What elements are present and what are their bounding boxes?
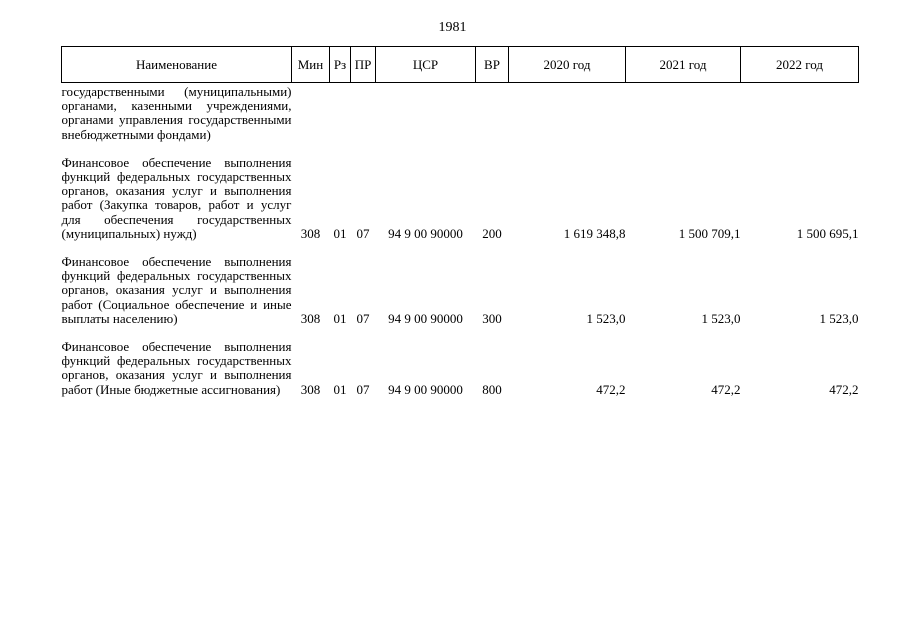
row-csr: [376, 83, 476, 156]
row-2021: 1 523,0: [701, 310, 741, 326]
row-vr: 300: [482, 310, 502, 326]
table-row: [62, 255, 859, 340]
row-2021: 1 500 709,1: [678, 225, 741, 241]
header-2020: 2020 год: [509, 47, 626, 83]
row-vr: 800: [482, 381, 502, 397]
header-min: Мин: [292, 47, 330, 83]
header-csr: ЦСР: [376, 47, 476, 83]
row-min: [292, 83, 330, 156]
row-pr: 07: [356, 225, 370, 241]
row-2020: 1 619 348,8: [563, 225, 626, 241]
row-2022: 472,2: [829, 381, 859, 397]
row-pr: 07: [356, 381, 370, 397]
header-rz: Рз: [330, 47, 351, 83]
row-2022: 1 523,0: [819, 310, 859, 326]
row-min: 308: [300, 225, 321, 241]
row-2021: [626, 83, 741, 156]
table-header-row: [62, 47, 859, 83]
row-rz: [330, 83, 351, 156]
row-2020: 1 523,0: [586, 310, 626, 326]
row-2022: 1 500 695,1: [796, 225, 859, 241]
budget-table: [61, 46, 859, 397]
row-2022: [741, 83, 859, 156]
row-name: Финансовое обеспечение выполнения функций федеральных государственных органов, оказания услуг и выполнения работ (Социальное обеспечение и иные выплаты населению): [61, 254, 292, 326]
row-pr: [351, 83, 376, 156]
row-name: Финансовое обеспечение выполнения функций федеральных государственных органов, оказания услуг и выполнения работ (Закупка товаров, работ и услуг для обеспечения государственных (муниципальных) нужд): [61, 154, 292, 241]
row-name: государственными (муниципальными) органами, казенными учреждениями, органами управления государственными внебюджетными фондами): [61, 84, 292, 142]
row-2021: 472,2: [711, 381, 741, 397]
row-name: Финансовое обеспечение выполнения функций федеральных государственных органов, оказания услуг и выполнения работ (Иные бюджетные ассигнования): [61, 339, 292, 397]
row-csr: 94 9 00 90000: [388, 225, 463, 241]
row-csr: 94 9 00 90000: [388, 310, 463, 326]
table-row: [62, 156, 859, 255]
header-vr: ВР: [476, 47, 509, 83]
page-number: 1981: [438, 20, 467, 35]
row-2020: 472,2: [596, 381, 626, 397]
row-min: 308: [300, 381, 321, 397]
row-vr: [476, 83, 509, 156]
row-pr: 07: [356, 310, 370, 326]
row-2020: [509, 83, 626, 156]
table-row: [62, 340, 859, 397]
header-name: Наименование: [62, 47, 292, 83]
row-csr: 94 9 00 90000: [388, 381, 463, 397]
header-2022: 2022 год: [741, 47, 859, 83]
row-rz: 01: [333, 310, 347, 326]
row-vr: 200: [482, 225, 502, 241]
header-2021: 2021 год: [626, 47, 741, 83]
header-pr: ПР: [351, 47, 376, 83]
row-rz: 01: [333, 225, 347, 241]
row-rz: 01: [333, 381, 347, 397]
table-row: [62, 83, 859, 156]
row-min: 308: [300, 310, 321, 326]
